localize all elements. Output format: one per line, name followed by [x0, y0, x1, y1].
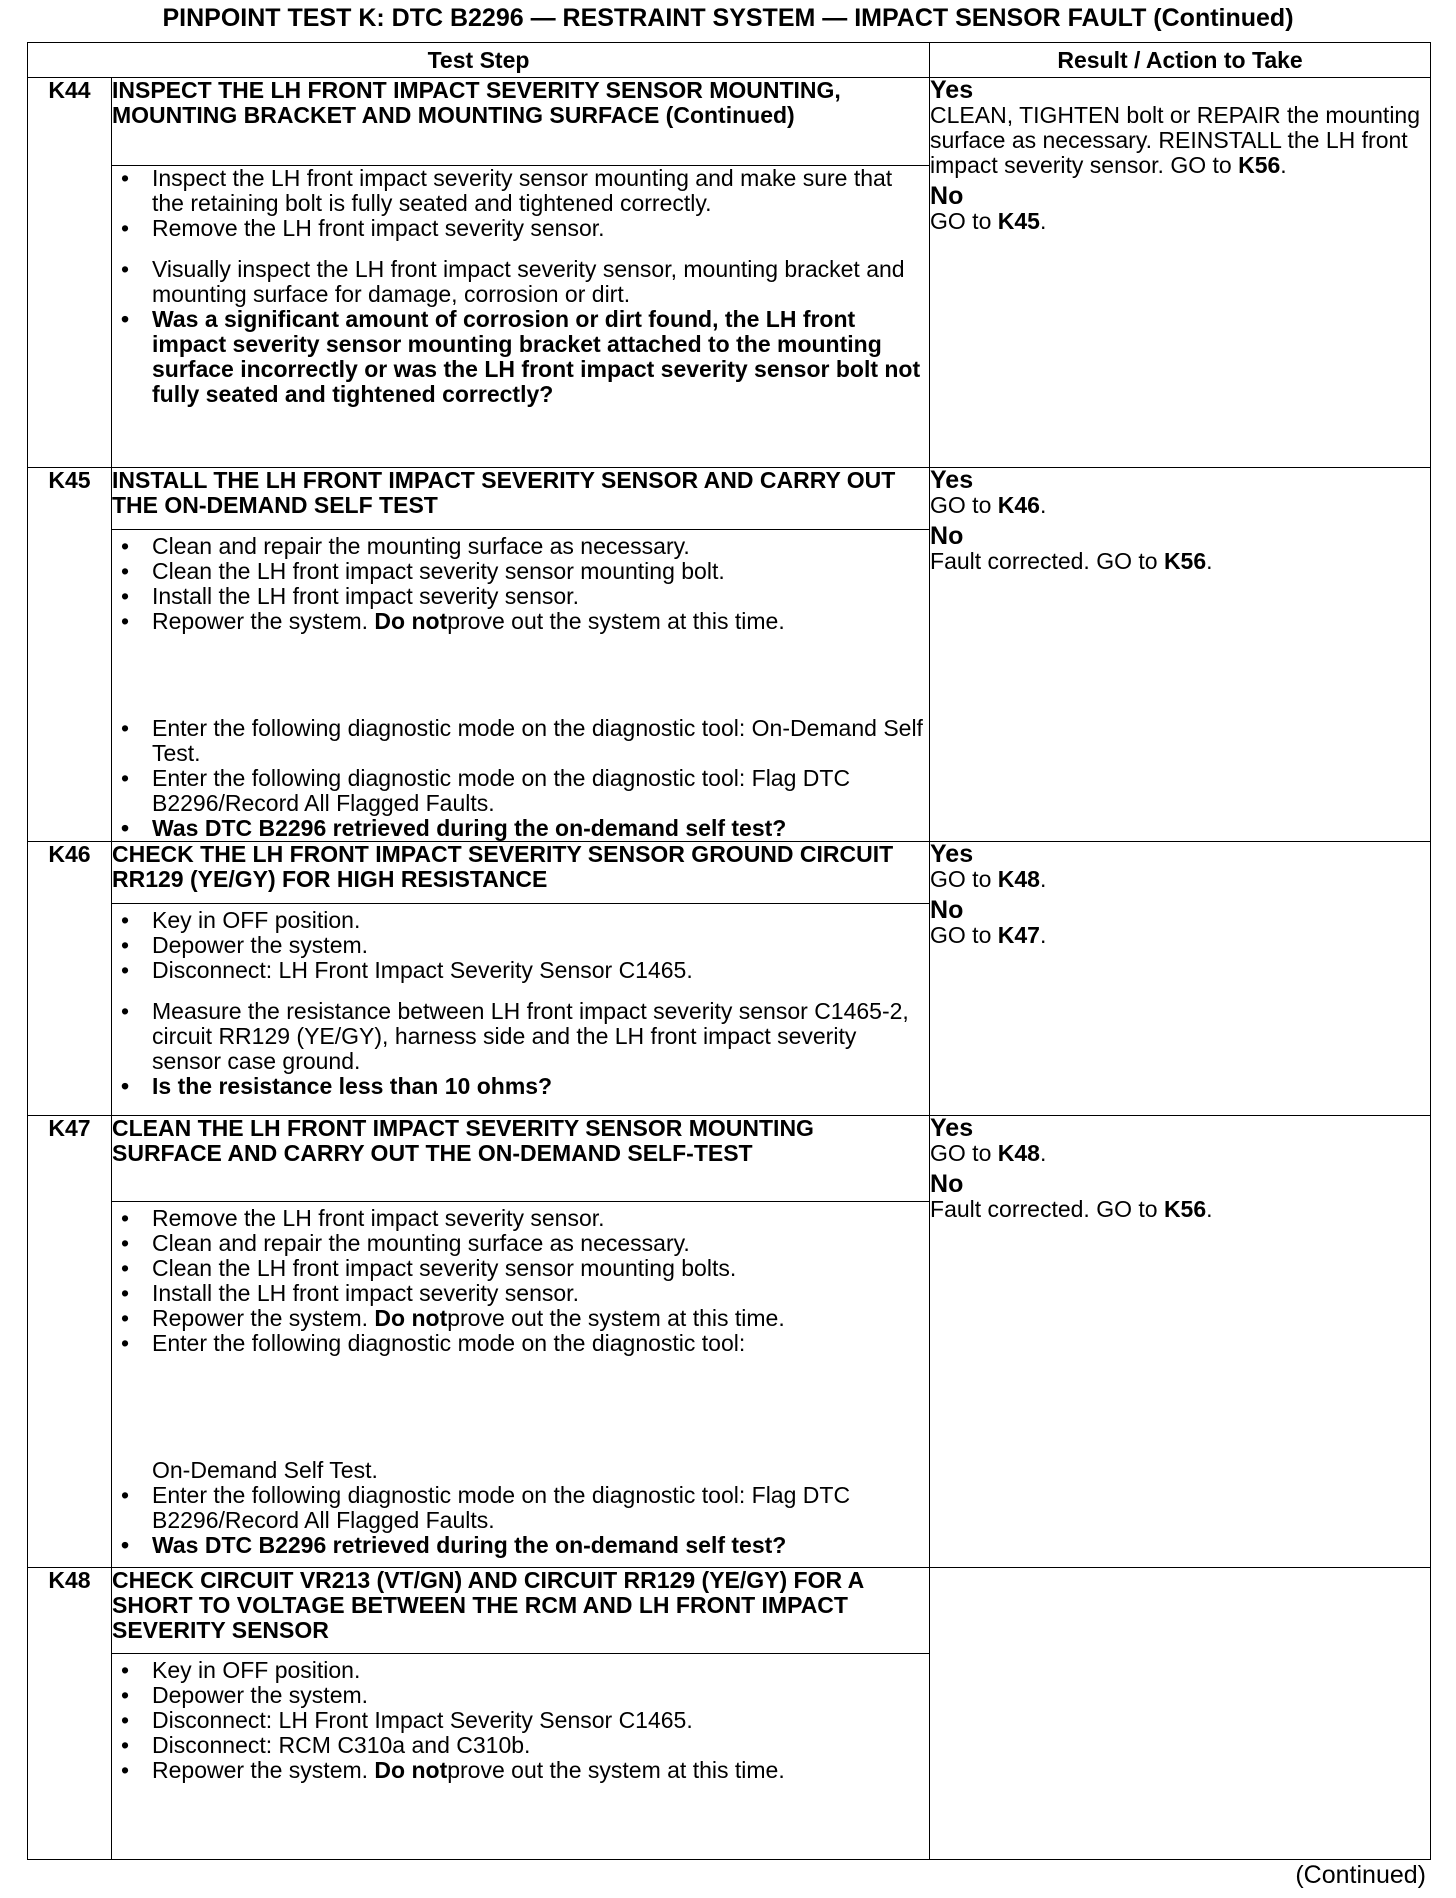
list-item: • Visually inspect the LH front impact severity sensor, mounting bracket and mounting surface for damage, corrosion or dirt. [112, 257, 929, 307]
step-body [112, 1202, 930, 1568]
result-yes-label: Yes [930, 76, 974, 104]
step-k45-heading-row [28, 468, 1431, 530]
result-yes-link[interactable]: K48 [997, 1140, 1040, 1166]
do-not-emphasis: Do not [374, 1305, 448, 1331]
list-item-text: Repower the system. [152, 608, 375, 634]
list-item-text: prove out the system at this time. [447, 1757, 785, 1783]
result-yes-action: GO to K48. [930, 1140, 1047, 1166]
result-yes-link[interactable]: K56 [1238, 152, 1281, 178]
result-no-text: Fault corrected. GO to [930, 548, 1164, 574]
list-item: • Install the LH front impact severity sensor. [112, 1281, 929, 1306]
result-yes-link[interactable]: K46 [997, 492, 1040, 518]
list-item: • Enter the following diagnostic mode on the diagnostic tool: On-Demand Self Test. [112, 716, 929, 766]
result-no-action: Fault corrected. GO to K56. [930, 548, 1213, 574]
result-yes-action: GO to K46. [930, 492, 1047, 518]
result-no-label: No [930, 1170, 964, 1198]
list-item: • Clean and repair the mounting surface as necessary. [112, 1231, 929, 1256]
step-heading: CHECK THE LH FRONT IMPACT SEVERITY SENSOR GROUND CIRCUIT RR129 (YE/GY) FOR HIGH RESISTANCE [112, 842, 930, 904]
list-item: • Clean the LH front impact severity sensor mounting bolts. [112, 1256, 929, 1281]
step-id: K44 [28, 78, 112, 468]
page-title: PINPOINT TEST K: DTC B2296 — RESTRAINT SYSTEM — IMPACT SENSOR FAULT (Continued) [162, 4, 1294, 32]
result-no-text: GO to [930, 208, 998, 234]
list-item: • Enter the following diagnostic mode on the diagnostic tool: [112, 1331, 929, 1356]
list-item: • Inspect the LH front impact severity sensor mounting and make sure that the retaining bolt is fully seated and tightened correctly. [112, 166, 929, 216]
list-item: • Remove the LH front impact severity sensor. [112, 216, 929, 241]
list-item: • Clean and repair the mounting surface as necessary. [112, 534, 929, 559]
step-k48-result [930, 1568, 1431, 1860]
result-no-link[interactable]: K56 [1163, 548, 1207, 574]
list-item: • Enter the following diagnostic mode on the diagnostic tool: Flag DTC B2296/Record All Flagged Faults. [112, 1483, 929, 1533]
list-item-text: prove out the system at this time. [447, 608, 785, 634]
list-item: • Remove the LH front impact severity sensor. [112, 1206, 929, 1231]
result-yes-link[interactable]: K48 [997, 866, 1040, 892]
step-heading: CHECK CIRCUIT VR213 (VT/GN) AND CIRCUIT RR129 (YE/GY) FOR A SHORT TO VOLTAGE BETWEEN THE RCM AND LH FRONT IMPACT SEVERITY SENSOR [112, 1568, 930, 1654]
list-item-question: • Was DTC B2296 retrieved during the on-demand self test? [112, 1533, 929, 1558]
result-yes-action: GO to K48. [930, 866, 1047, 892]
result-yes-action: CLEAN, TIGHTEN bolt or REPAIR the mounting surface as necessary. REINSTALL the LH front impact severity sensor. GO to K56. [930, 102, 1421, 178]
result-yes-text: CLEAN, TIGHTEN bolt or REPAIR the mounting surface as necessary. REINSTALL the LH front impact severity sensor. GO to [930, 102, 1421, 178]
list-item: • Key in OFF position. [112, 1658, 929, 1683]
list-item-question: • Was DTC B2296 retrieved during the on-demand self test? [112, 816, 929, 841]
list-item [112, 1758, 929, 1783]
step-k44-result [930, 78, 1431, 468]
list-item-text: Repower the system. [152, 1305, 375, 1331]
list-item: • Disconnect: LH Front Impact Severity Sensor C1465. [112, 958, 929, 983]
list-item-question: • Is the resistance less than 10 ohms? [112, 1074, 929, 1099]
list-item: • Measure the resistance between LH front impact severity sensor C1465-2, circuit RR129 (YE/GY), harness side and the LH front impact severity sensor case ground. [112, 999, 929, 1074]
step-k46-result [930, 842, 1431, 1116]
result-no-text: GO to [930, 922, 998, 948]
step-k48-heading-row [28, 1568, 1431, 1654]
list-item: • Depower the system. [112, 1683, 929, 1708]
result-no-label: No [930, 896, 964, 924]
step-id: K45 [28, 468, 112, 842]
list-item [112, 1306, 929, 1331]
table-header-row [28, 43, 1431, 78]
step-heading: CLEAN THE LH FRONT IMPACT SEVERITY SENSOR MOUNTING SURFACE AND CARRY OUT THE ON-DEMAND SELF-TEST [112, 1116, 930, 1202]
step-k44-heading-row [28, 78, 1431, 166]
step-body [112, 530, 930, 842]
do-not-emphasis: Do not [374, 1757, 448, 1783]
list-item: • Disconnect: LH Front Impact Severity Sensor C1465. [112, 1708, 929, 1733]
result-no-link[interactable]: K45 [997, 208, 1040, 234]
list-item-text: Repower the system. [152, 1757, 375, 1783]
step-id: K48 [28, 1568, 112, 1860]
result-no-action: GO to K45. [930, 208, 1047, 234]
step-id: K47 [28, 1116, 112, 1568]
result-no-label: No [930, 182, 964, 210]
result-yes-label: Yes [930, 466, 974, 494]
step-id: K46 [28, 842, 112, 1116]
continued-footer: (Continued) [1295, 1861, 1426, 1889]
result-no-link[interactable]: K47 [997, 922, 1040, 948]
result-yes-text: GO to [930, 1140, 998, 1166]
step-k47-heading-row [28, 1116, 1431, 1202]
list-item: • Install the LH front impact severity sensor. [112, 584, 929, 609]
result-no-action: GO to K47. [930, 922, 1047, 948]
result-yes-text: GO to [930, 866, 998, 892]
step-body [112, 904, 930, 1116]
list-item-question: • Was a significant amount of corrosion or dirt found, the LH front impact severity sensor mounting bracket attached to the mounting surface incorrectly or was the LH front impact severity sensor bolt not fully seated and tightened correctly? [112, 307, 929, 407]
result-no-text: Fault corrected. GO to [930, 1196, 1164, 1222]
list-item: • Depower the system. [112, 933, 929, 958]
result-yes-label: Yes [930, 1114, 974, 1142]
step-k47-result [930, 1116, 1431, 1568]
result-yes-text: GO to [930, 492, 998, 518]
list-item: • Key in OFF position. [112, 908, 929, 933]
step-k46-heading-row [28, 842, 1431, 904]
do-not-emphasis: Do not [374, 608, 448, 634]
pinpoint-test-table [27, 42, 1431, 1860]
result-no-link[interactable]: K56 [1163, 1196, 1207, 1222]
step-heading: INSTALL THE LH FRONT IMPACT SEVERITY SENSOR AND CARRY OUT THE ON-DEMAND SELF TEST [112, 468, 930, 530]
step-body [112, 166, 930, 468]
step-heading: INSPECT THE LH FRONT IMPACT SEVERITY SENSOR MOUNTING, MOUNTING BRACKET AND MOUNTING SURFACE (Continued) [112, 78, 930, 166]
step-body [112, 1654, 930, 1860]
column-header-test-step: Test Step [28, 43, 930, 78]
result-yes-label: Yes [930, 840, 974, 868]
result-no-action: Fault corrected. GO to K56. [930, 1196, 1213, 1222]
list-item [112, 609, 929, 634]
step-k45-result [930, 468, 1431, 842]
list-item: • Clean the LH front impact severity sensor mounting bolt. [112, 559, 929, 584]
result-no-label: No [930, 522, 964, 550]
list-item: • Enter the following diagnostic mode on the diagnostic tool: Flag DTC B2296/Record All Flagged Faults. [112, 766, 929, 816]
list-item-continuation: On-Demand Self Test. [152, 1457, 378, 1483]
list-item-text: prove out the system at this time. [447, 1305, 785, 1331]
column-header-result: Result / Action to Take [930, 43, 1431, 78]
list-item: • Disconnect: RCM C310a and C310b. [112, 1733, 929, 1758]
